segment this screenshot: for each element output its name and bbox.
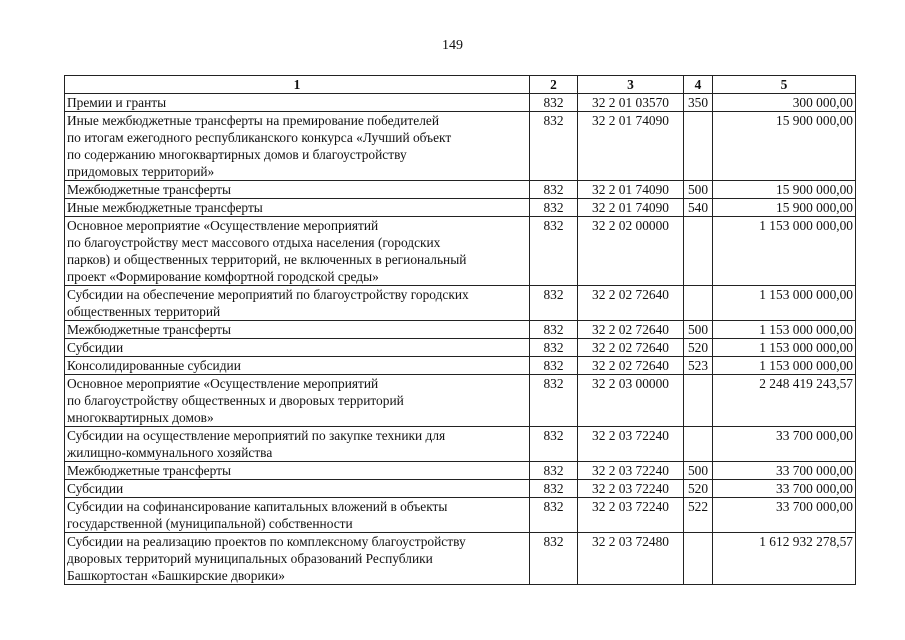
- table-row: [65, 181, 856, 199]
- row-amount: 1 153 000 000,00: [713, 286, 856, 321]
- row-amount: 33 700 000,00: [713, 427, 856, 462]
- row-amount: 1 153 000 000,00: [713, 217, 856, 286]
- row-target-article: 32 2 01 74090: [578, 112, 684, 181]
- header-col-2: 2: [530, 76, 578, 94]
- row-name: Иные межбюджетные трансферты на премирование победителей по итогам ежегодного республиканского конкурса «Лучший объект по содержанию многоквартирных домов и благоустройству придомовых территорий»: [65, 112, 530, 181]
- row-name: Иные межбюджетные трансферты: [65, 199, 530, 217]
- row-name: Межбюджетные трансферты: [65, 321, 530, 339]
- table-row: [65, 286, 856, 321]
- row-chapter-code: 832: [530, 533, 578, 585]
- row-amount: 33 700 000,00: [713, 480, 856, 498]
- table-row: [65, 321, 856, 339]
- row-chapter-code: 832: [530, 112, 578, 181]
- header-col-3: 3: [578, 76, 684, 94]
- row-chapter-code: 832: [530, 357, 578, 375]
- row-target-article: 32 2 03 72240: [578, 427, 684, 462]
- row-target-article: 32 2 03 72240: [578, 462, 684, 480]
- row-amount: 1 153 000 000,00: [713, 357, 856, 375]
- row-chapter-code: 832: [530, 375, 578, 427]
- row-target-article: 32 2 02 72640: [578, 357, 684, 375]
- row-name: Субсидии: [65, 339, 530, 357]
- row-amount: 33 700 000,00: [713, 462, 856, 480]
- row-name: Субсидии на обеспечение мероприятий по благоустройству городских общественных территорий: [65, 286, 530, 321]
- table-row: [65, 533, 856, 585]
- table-body: [65, 94, 856, 585]
- row-name: Межбюджетные трансферты: [65, 181, 530, 199]
- row-target-article: 32 2 02 00000: [578, 217, 684, 286]
- table-row: [65, 357, 856, 375]
- row-amount: 15 900 000,00: [713, 199, 856, 217]
- table-row: [65, 480, 856, 498]
- row-name: Субсидии: [65, 480, 530, 498]
- header-col-4: 4: [684, 76, 713, 94]
- row-expense-type: 523: [684, 357, 713, 375]
- row-name: Консолидированные субсидии: [65, 357, 530, 375]
- row-chapter-code: 832: [530, 199, 578, 217]
- table-row: [65, 217, 856, 286]
- row-chapter-code: 832: [530, 94, 578, 112]
- row-target-article: 32 2 03 00000: [578, 375, 684, 427]
- row-target-article: 32 2 02 72640: [578, 339, 684, 357]
- row-expense-type: 350: [684, 94, 713, 112]
- row-chapter-code: 832: [530, 321, 578, 339]
- table-row: [65, 462, 856, 480]
- budget-table: [64, 75, 856, 585]
- row-target-article: 32 2 02 72640: [578, 321, 684, 339]
- table-row: [65, 112, 856, 181]
- row-chapter-code: 832: [530, 217, 578, 286]
- table-row: [65, 427, 856, 462]
- row-amount: 1 153 000 000,00: [713, 321, 856, 339]
- header-col-5: 5: [713, 76, 856, 94]
- row-amount: 300 000,00: [713, 94, 856, 112]
- row-amount: 2 248 419 243,57: [713, 375, 856, 427]
- table-row: [65, 375, 856, 427]
- row-target-article: 32 2 01 74090: [578, 181, 684, 199]
- row-amount: 15 900 000,00: [713, 112, 856, 181]
- row-name: Субсидии на осуществление мероприятий по закупке техники для жилищно-коммунального хозяйства: [65, 427, 530, 462]
- row-chapter-code: 832: [530, 480, 578, 498]
- row-chapter-code: 832: [530, 339, 578, 357]
- table-header: [65, 76, 856, 94]
- row-expense-type: 520: [684, 480, 713, 498]
- table-row: [65, 339, 856, 357]
- row-target-article: 32 2 03 72240: [578, 498, 684, 533]
- row-chapter-code: 832: [530, 427, 578, 462]
- row-expense-type: 500: [684, 181, 713, 199]
- row-target-article: 32 2 03 72480: [578, 533, 684, 585]
- row-name: Субсидии на реализацию проектов по комплексному благоустройству дворовых территорий муниципальных образований Республики Башкортостан «Башкирские дворики»: [65, 533, 530, 585]
- row-expense-type: [684, 286, 713, 321]
- row-target-article: 32 2 02 72640: [578, 286, 684, 321]
- row-expense-type: 540: [684, 199, 713, 217]
- table-row: [65, 199, 856, 217]
- row-target-article: 32 2 01 03570: [578, 94, 684, 112]
- table-row: [65, 94, 856, 112]
- row-target-article: 32 2 01 74090: [578, 199, 684, 217]
- row-expense-type: [684, 533, 713, 585]
- row-chapter-code: 832: [530, 462, 578, 480]
- row-expense-type: 500: [684, 462, 713, 480]
- row-expense-type: [684, 375, 713, 427]
- header-row: [65, 76, 856, 94]
- table-row: [65, 498, 856, 533]
- row-amount: 1 612 932 278,57: [713, 533, 856, 585]
- row-chapter-code: 832: [530, 181, 578, 199]
- row-expense-type: 500: [684, 321, 713, 339]
- row-name: Основное мероприятие «Осуществление мероприятий по благоустройству мест массового отдыха населения (городских парков) и общественных территорий, не включенных в региональный проект «Формирование комфортной городской среды»: [65, 217, 530, 286]
- row-expense-type: [684, 112, 713, 181]
- row-name: Основное мероприятие «Осуществление мероприятий по благоустройству общественных и дворовых территорий многоквартирных домов»: [65, 375, 530, 427]
- row-target-article: 32 2 03 72240: [578, 480, 684, 498]
- row-expense-type: [684, 427, 713, 462]
- page-number: 149: [442, 38, 463, 53]
- row-name: Премии и гранты: [65, 94, 530, 112]
- row-amount: 1 153 000 000,00: [713, 339, 856, 357]
- row-amount: 33 700 000,00: [713, 498, 856, 533]
- row-name: Межбюджетные трансферты: [65, 462, 530, 480]
- row-chapter-code: 832: [530, 286, 578, 321]
- row-name: Субсидии на софинансирование капитальных вложений в объекты государственной (муниципальной) собственности: [65, 498, 530, 533]
- row-chapter-code: 832: [530, 498, 578, 533]
- row-expense-type: 520: [684, 339, 713, 357]
- row-expense-type: 522: [684, 498, 713, 533]
- row-amount: 15 900 000,00: [713, 181, 856, 199]
- header-col-1: 1: [65, 76, 530, 94]
- row-expense-type: [684, 217, 713, 286]
